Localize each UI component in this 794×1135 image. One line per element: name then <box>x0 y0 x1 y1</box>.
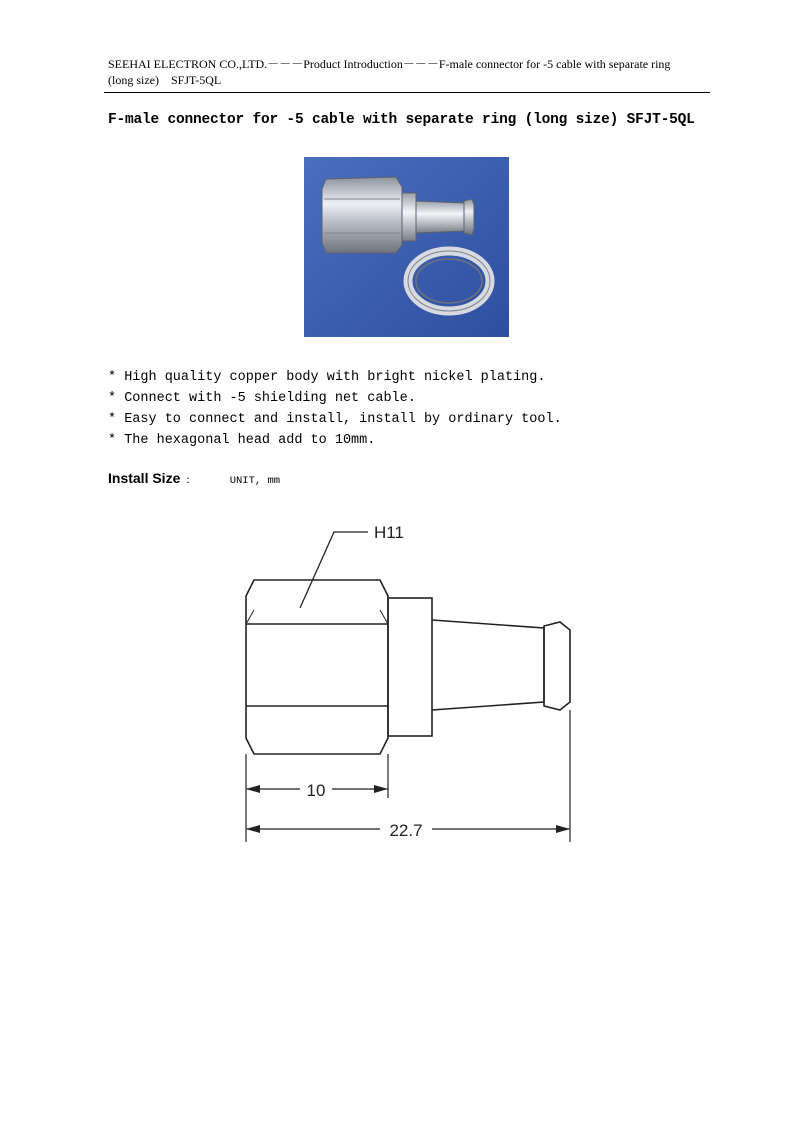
install-size-label: Install Size <box>108 470 181 486</box>
install-size-colon: : <box>186 472 190 486</box>
dim-arrow <box>246 825 260 833</box>
feature-list <box>108 367 562 451</box>
header-line-1: SEEHAI ELECTRON CO.,LTD.－－－Product Introduction－－－F-male connector for -5 cable with separate ring <box>108 57 671 71</box>
hex-chamfer-top <box>246 610 388 624</box>
feature-item: * The hexagonal head add to 10mm. <box>108 433 376 448</box>
page-header <box>108 56 706 88</box>
header-rule <box>104 92 710 93</box>
hex-leader-line <box>300 532 368 608</box>
install-unit: UNIT, mm <box>229 475 281 487</box>
dim-arrow <box>556 825 570 833</box>
product-photo <box>304 157 509 337</box>
barb-outline <box>432 620 544 710</box>
barb-tip-outline <box>544 622 570 710</box>
collar-outline <box>388 598 432 736</box>
hex-nut-outline <box>246 580 388 754</box>
dim-total-label: 22.7 <box>389 821 423 840</box>
install-size-drawing <box>230 510 590 855</box>
feature-item: * High quality copper body with bright nickel plating. <box>108 370 546 385</box>
dim-arrow <box>374 785 388 793</box>
header-line-2: (long size) SFJT-5QL <box>108 73 222 87</box>
page-title: F-male connector for -5 cable with separate ring (long size) SFJT-5QL <box>108 112 695 128</box>
dim-arrow <box>246 785 260 793</box>
feature-item: * Easy to connect and install, install by ordinary tool. <box>108 412 562 427</box>
feature-item: * Connect with -5 shielding net cable. <box>108 391 416 406</box>
dim-hex-label: 10 <box>306 781 326 800</box>
hex-size-label: H11 <box>374 523 404 542</box>
install-size-row <box>108 470 280 488</box>
